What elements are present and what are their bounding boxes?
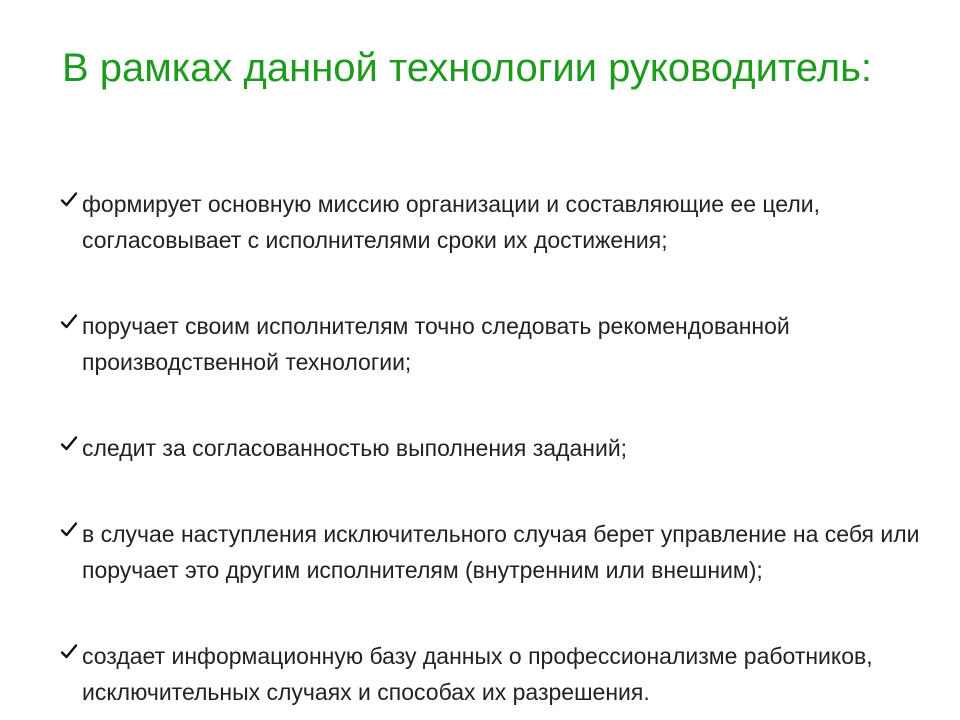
check-icon: [60, 643, 78, 661]
list-item: [60, 308, 920, 380]
list-item: [60, 516, 920, 588]
list-item-text: создает информационную базу данных о профессионализме работников, исключительных случаях и способах их разрешения.: [82, 643, 873, 705]
check-icon: [60, 313, 78, 331]
check-icon: [60, 435, 78, 453]
list-item-text: в случае наступления исключительного случая берет управление на себя или поручает это другим исполнителям (внутренним или внешним);: [82, 521, 920, 583]
bullet-list: [60, 186, 920, 710]
list-item-text: поручает своим исполнителям точно следовать рекомендованной производственной технологии;: [82, 313, 790, 375]
check-icon: [60, 521, 78, 539]
list-item: [60, 186, 920, 258]
check-icon: [60, 191, 78, 209]
slide-title: В рамках данной технологии руководитель:: [62, 46, 873, 90]
list-item-text: формирует основную миссию организации и составляющие ее цели, согласовывает с исполнителями сроки их достижения;: [82, 191, 820, 253]
list-item: [60, 430, 920, 466]
list-item-text: следит за согласованностью выполнения заданий;: [82, 435, 628, 461]
list-item: [60, 638, 920, 710]
